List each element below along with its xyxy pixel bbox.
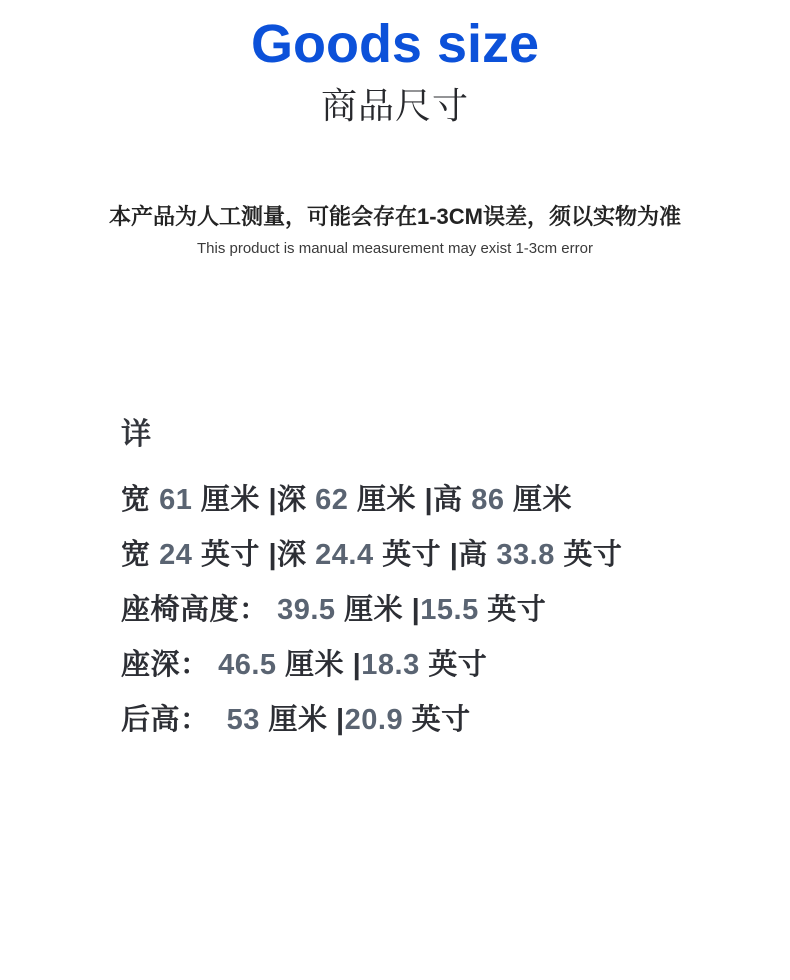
measurement-segment: 英寸 |深	[192, 539, 316, 571]
measurement-row	[121, 583, 790, 638]
measurement-row	[121, 528, 790, 583]
measurement-segment: 18.3	[361, 649, 420, 681]
measurement-segment: 厘米 |	[335, 594, 421, 626]
measurement-segment: 61	[159, 484, 193, 516]
measurement-segment: 20.9	[344, 704, 404, 736]
measurement-row	[121, 638, 790, 693]
measurement-row	[121, 693, 790, 748]
measurement-segment: 宽	[121, 484, 160, 516]
measurement-segment: 座椅高度：	[121, 594, 278, 626]
measurement-segment: 24.4	[315, 539, 374, 571]
measurement-segment: 英寸	[554, 539, 623, 571]
disclaimer-chinese: 本产品为人工测量，可能会存在1-3CM误差，须以实物为准	[108, 204, 681, 229]
measurement-segment: 英寸	[403, 704, 471, 736]
measurement-segment: 厘米	[504, 484, 573, 516]
measurement-segment: 86	[471, 484, 505, 516]
measurement-segment: 15.5	[420, 594, 479, 626]
measurement-segment: 厘米 |高	[348, 484, 472, 516]
measurement-segment: 厘米 |	[259, 704, 345, 736]
measurement-segment: 英寸	[478, 594, 547, 626]
measurement-segment: 53	[226, 704, 260, 736]
measurement-segment: 厘米 |深	[192, 484, 316, 516]
measurement-segment: 33.8	[496, 539, 555, 571]
measurement-segment: 宽	[121, 539, 160, 571]
disclaimer-english: This product is manual measurement may exist 1-3cm error	[197, 240, 593, 257]
measurement-segment: 英寸	[419, 649, 488, 681]
measurement-segment: 英寸 |高	[373, 539, 497, 571]
measurement-segment: 39.5	[277, 594, 336, 626]
measurement-segment: 后高：	[121, 704, 227, 736]
measurement-segment: 62	[315, 484, 349, 516]
details-label: 详	[121, 418, 151, 451]
measurement-segment: 24	[159, 539, 193, 571]
measurement-details-section	[121, 415, 790, 748]
measurement-segment: 46.5	[218, 649, 277, 681]
measurement-row	[121, 473, 790, 528]
measurement-rows	[121, 473, 790, 748]
page-title-english: Goods size	[250, 14, 540, 74]
page-title-chinese: 商品尺寸	[320, 85, 469, 126]
measurement-segment: 座深：	[121, 649, 219, 681]
measurement-segment: 厘米 |	[276, 649, 362, 681]
